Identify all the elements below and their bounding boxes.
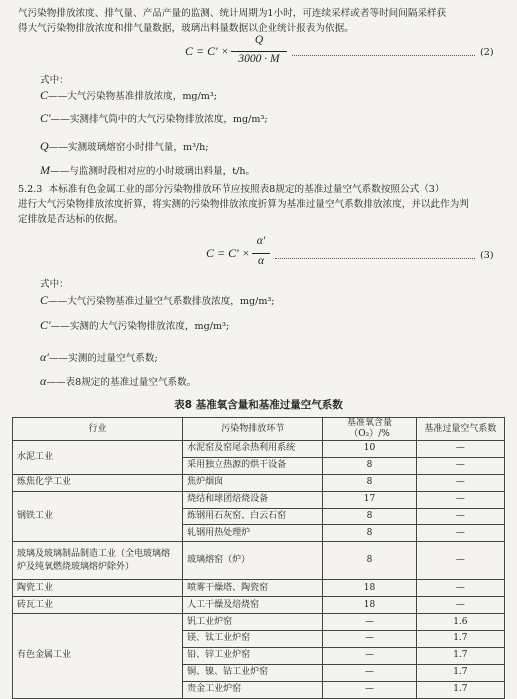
var-desc: ——实测排气筒中的大气污染物排放浓度，mg/m³; [50, 114, 268, 125]
var-m-item [40, 163, 255, 178]
table-row [13, 542, 505, 580]
clause-text: 本标准有色金属工业的部分污染物排放环节应按照表8规定的基准过量空气系数按照公式（3） [48, 184, 445, 195]
clause-5-2-3-line-2: 进行大气污染物排放浓度折算，将实测的污染物排放浓度折算为基准过量空气系数排放浓度，并以此作为判 [18, 199, 469, 210]
industry-cell: 玻璃及玻璃制品制造工业（全电玻璃熔炉及纯氧燃烧玻璃熔炉除外） [13, 542, 183, 580]
var-symbol: C′ [40, 318, 51, 332]
oxygen-cell: — [323, 631, 416, 648]
excess-air-cell: — [416, 457, 504, 474]
intro-line-1: 气污染物排放浓度、排气量、产品产量的监测、统计周期为1小时，可连续采样或者等时间间隔采样获 [18, 8, 447, 19]
stage-cell: 采用独立热源的烘干设备 [183, 457, 323, 474]
oxygen-cell: — [323, 664, 416, 681]
formula-2-denominator: 3000 · M [238, 53, 280, 65]
oxygen-cell: — [323, 647, 416, 664]
where-label-2: 式中： [40, 279, 69, 290]
var-symbol: α [40, 374, 47, 388]
intro-line-2: 得大气污染物排放浓度和排气量数据，玻璃出料量数据以企业统计报表为依据。 [18, 23, 354, 34]
stage-cell: 贵金工业炉窑 [183, 681, 323, 698]
formula-2-lhs: C = C′ × [185, 44, 229, 58]
excess-air-cell: 1.7 [416, 664, 504, 681]
stage-cell: 炼钢用石灰窑、白云石窑 [183, 508, 323, 525]
table-row [13, 474, 505, 491]
table-row [13, 597, 505, 614]
var-alpha-item [40, 374, 196, 389]
var-desc: ——大气污染物基准排放浓度，mg/m³; [48, 91, 217, 102]
stage-cell: 烧结和球团焙烧设备 [183, 491, 323, 508]
excess-air-cell: 1.7 [416, 631, 504, 648]
var-symbol: Q [40, 139, 49, 153]
formula-3-fraction-bar [252, 253, 270, 254]
stage-cell: 轧钢用热处理炉 [183, 525, 323, 542]
industry-cell: 炼焦化学工业 [13, 474, 183, 491]
excess-air-cell: — [416, 508, 504, 525]
industry-cell: 有色金属工业 [13, 614, 183, 698]
var-symbol: C [40, 88, 49, 102]
stage-cell: 焦炉烟囱 [183, 474, 323, 491]
industry-cell: 陶瓷工业 [13, 580, 183, 597]
table-row [13, 614, 505, 631]
excess-air-cell: — [416, 597, 504, 614]
var-alpha-prime-item [40, 350, 158, 365]
var-c-item-2 [40, 293, 275, 308]
clause-5-2-3-line-3: 定排放是否达标的依据。 [18, 214, 124, 225]
excess-air-cell: — [416, 580, 504, 597]
formula-2-numerator: Q [254, 34, 264, 46]
var-desc: ——实测玻璃熔窑小时排气量，m³/h; [48, 142, 209, 153]
formula-3-numerator: α′ [256, 235, 266, 247]
var-desc: ——与监测时段相对应的小时玻璃出料量，t/h。 [50, 166, 256, 177]
oxygen-cell: 10 [323, 441, 416, 458]
excess-air-cell: — [416, 525, 504, 542]
stage-cell: 钒工业炉窑 [183, 614, 323, 631]
excess-air-cell: — [416, 441, 504, 458]
formula-3-leader-dots [275, 258, 475, 259]
var-desc: ——实测的过量空气系数; [48, 353, 158, 364]
stage-cell: 铅、锌工业炉窑 [183, 647, 323, 664]
industry-cell: 钢铁工业 [13, 491, 183, 542]
table-8 [12, 417, 505, 699]
clause-number: 5.2.3 [18, 184, 43, 195]
oxygen-cell: 8 [323, 525, 416, 542]
stage-cell: 铜、镍、钴工业炉窑 [183, 664, 323, 681]
var-c-item [40, 88, 217, 103]
oxygen-cell: 17 [323, 491, 416, 508]
industry-cell: 水泥工业 [13, 441, 183, 475]
header-industry: 行业 [13, 418, 183, 441]
excess-air-cell: — [416, 542, 504, 580]
oxygen-cell: 18 [323, 580, 416, 597]
excess-air-cell: 1.7 [416, 681, 504, 698]
where-label-1: 式中： [40, 75, 69, 86]
formula-2-fraction-bar [231, 51, 287, 52]
table-8-caption: 表8 基准氧含量和基准过量空气系数 [174, 399, 343, 411]
var-symbol: M [40, 163, 50, 177]
excess-air-cell: — [416, 474, 504, 491]
var-desc: ——大气污染物基准过量空气系数排放浓度，mg/m³; [48, 296, 275, 307]
oxygen-cell: — [323, 681, 416, 698]
var-symbol: α′ [40, 350, 49, 364]
var-q-item [40, 139, 209, 154]
industry-cell: 砖瓦工业 [13, 597, 183, 614]
header-base-oxygen: 基准氧含量（O₂）/% [323, 418, 416, 441]
table-header-row [13, 418, 505, 441]
formula-3-lhs: C = C′ × [206, 246, 250, 260]
table-row [13, 441, 505, 458]
oxygen-cell: 8 [323, 474, 416, 491]
excess-air-cell: 1.6 [416, 614, 504, 631]
header-base-excess-air: 基准过量空气系数 [416, 418, 504, 441]
table-row [13, 491, 505, 508]
stage-cell: 水泥窑及窑尾余热利用系统 [183, 441, 323, 458]
var-symbol: C [40, 293, 49, 307]
oxygen-cell: 18 [323, 597, 416, 614]
excess-air-cell: — [416, 491, 504, 508]
oxygen-cell: 8 [323, 508, 416, 525]
var-symbol: C′ [40, 111, 51, 125]
var-c-prime-item [40, 111, 268, 126]
header-emission-stage: 污染物排放环节 [183, 418, 323, 441]
oxygen-cell: 8 [323, 457, 416, 474]
stage-cell: 喷雾干燥塔、陶瓷窑 [183, 580, 323, 597]
formula-3-number: (3) [480, 250, 494, 261]
formula-3-denominator: α [257, 255, 265, 267]
stage-cell: 人工干燥及焙烧窑 [183, 597, 323, 614]
stage-cell: 玻璃熔窑（炉） [183, 542, 323, 580]
var-c-prime-item-2 [40, 318, 229, 333]
clause-5-2-3-line-1 [18, 181, 445, 195]
excess-air-cell: 1.7 [416, 647, 504, 664]
formula-2-leader-dots [292, 55, 475, 56]
oxygen-cell: 8 [323, 542, 416, 580]
oxygen-cell: — [323, 614, 416, 631]
table-row [13, 580, 505, 597]
var-desc: ——实测的大气污染物排放浓度，mg/m³; [50, 321, 230, 332]
stage-cell: 镁、钛工业炉窑 [183, 631, 323, 648]
var-desc: ——表8规定的基准过量空气系数。 [46, 377, 197, 388]
formula-2-number: (2) [480, 47, 494, 58]
